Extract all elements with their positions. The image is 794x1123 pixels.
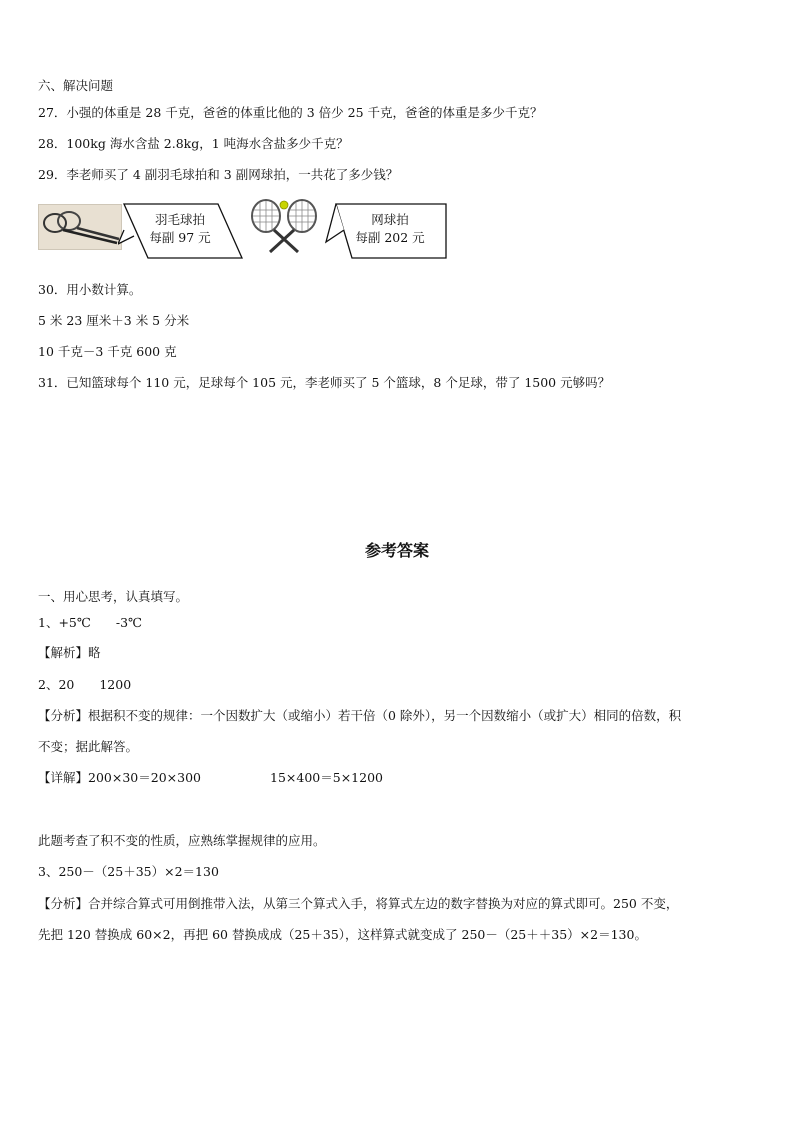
answer-3-analysis-line2: 先把 120 替换成 60×2，再把 60 替换成成（25＋35），这样算式就变成了 250－（25＋＋35）×2＝130。: [38, 927, 647, 942]
part1-heading: 一、用心思考，认真填写。: [38, 589, 189, 604]
question-31: 31．已知篮球每个 110 元，足球每个 105 元，李老师买了 5 个篮球，8 个足球，带了 1500 元够吗？: [38, 375, 611, 390]
question-28: 28．100kg 海水含盐 2.8kg，1 吨海水含盐多少千克？: [38, 136, 349, 151]
answer-3-analysis-line1: 【分析】合并综合算式可用倒推带入法，从第三个算式入手，将算式左边的数字替换为对应的算式即可。250 不变，: [38, 896, 679, 911]
answer-2-note: 此题考查了积不变的性质，应熟练掌握规律的应用。: [38, 833, 326, 848]
section-heading: 六、解决问题: [38, 78, 114, 93]
badminton-price: 每副 97 元: [149, 230, 211, 245]
answer-1-analysis: 【解析】略: [38, 645, 101, 660]
answer-2-analysis-line1: 【分析】根据积不变的规律：一个因数扩大（或缩小）若干倍（0 除外），另一个因数缩小（或扩大）相同的倍数，积: [38, 708, 682, 723]
question-30: 30．用小数计算。: [38, 282, 142, 297]
badminton-racket-photo: [38, 204, 122, 250]
answer-1: 1、+5℃ -3℃: [38, 615, 143, 630]
tennis-racket-icon: [242, 198, 330, 259]
answer-2-detail-a: 【详解】200×30＝20×300: [38, 770, 201, 785]
answer-2-detail-b: 15×400＝5×1200: [270, 770, 383, 785]
answer-3: 3、250－（25＋35）×2＝130: [38, 864, 219, 879]
racket-price-figure: [38, 198, 448, 266]
tennis-label: 网球拍: [371, 212, 409, 227]
question-29: 29．李老师买了 4 副羽毛球拍和 3 副网球拍，一共花了多少钱？: [38, 167, 399, 182]
answer-2-analysis-line2: 不变；据此解答。: [38, 739, 139, 754]
tennis-price: 每副 202 元: [355, 230, 425, 245]
answers-title: 参考答案: [364, 541, 429, 560]
question-30-part-b: 10 千克－3 千克 600 克: [38, 344, 177, 359]
question-30-part-a: 5 米 23 厘米＋3 米 5 分米: [38, 313, 190, 328]
answer-2: 2、20 1200: [38, 677, 132, 692]
question-27: 27．小强的体重是 28 千克，爸爸的体重比他的 3 倍少 25 千克，爸爸的体重是多少千克？: [38, 105, 543, 120]
badminton-label: 羽毛球拍: [154, 212, 205, 227]
